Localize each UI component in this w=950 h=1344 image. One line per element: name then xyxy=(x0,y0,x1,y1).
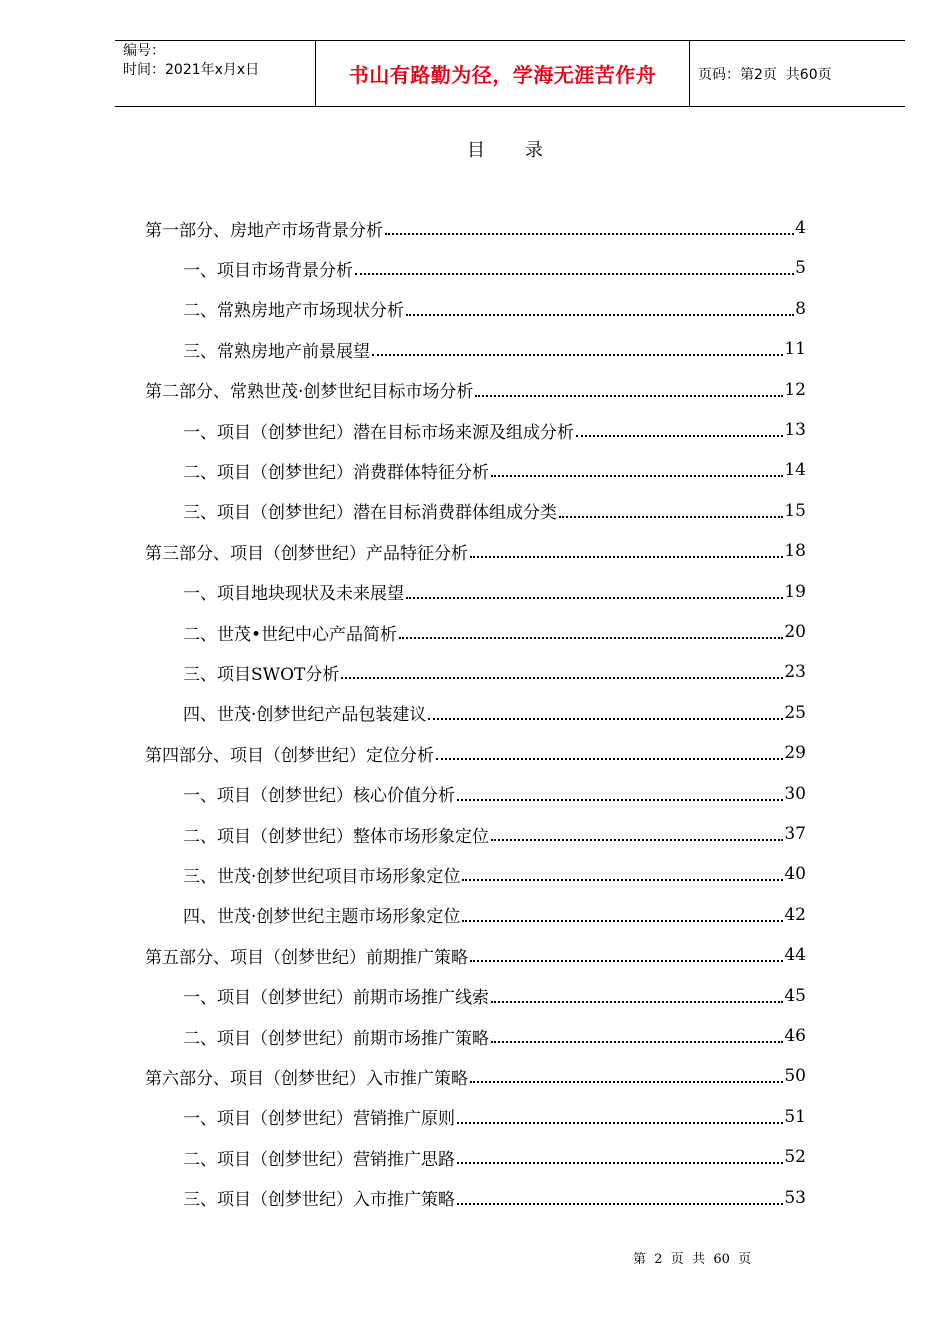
time-label: 时间：2021年x月x日 xyxy=(123,62,260,78)
toc-entry-label: 第五部分、项目（创梦世纪）前期推广策略 xyxy=(145,947,468,968)
toc-title: 目 录 xyxy=(466,140,544,161)
toc-entry-label: 一、项目地块现状及未来展望 xyxy=(183,584,404,605)
toc-dot-leader xyxy=(491,475,783,477)
toc-entry-label: 第三部分、项目（创梦世纪）产品特征分析 xyxy=(145,543,468,564)
toc-entry-label: 三、项目SWOT分析 xyxy=(183,664,340,685)
toc-entry-page: 29 xyxy=(784,743,806,764)
toc-subsection-entry[interactable] xyxy=(183,410,806,450)
toc-dot-leader xyxy=(428,718,783,720)
toc-dot-leader xyxy=(470,556,783,558)
toc-entry-page: 42 xyxy=(784,904,806,925)
toc-subsection-entry[interactable] xyxy=(183,814,806,854)
toc-entry-page: 45 xyxy=(784,985,806,1006)
toc-subsection-entry[interactable] xyxy=(183,329,806,369)
toc-entry-label: 第一部分、房地产市场背景分析 xyxy=(145,220,383,241)
toc-entry-page: 46 xyxy=(784,1026,806,1046)
toc-entry-label: 一、项目（创梦世纪）潜在目标市场来源及组成分析 xyxy=(183,422,574,443)
toc-entry-label: 第六部分、项目（创梦世纪）入市推广策略 xyxy=(145,1068,468,1089)
toc-entry-label: 三、项目（创梦世纪）潜在目标消费群体组成分类 xyxy=(183,503,557,524)
toc-dot-leader xyxy=(470,960,783,962)
toc-section-entry[interactable] xyxy=(145,370,806,410)
toc-dot-leader xyxy=(470,1081,783,1083)
toc-subsection-entry[interactable] xyxy=(183,612,806,652)
toc-subsection-entry[interactable] xyxy=(183,491,806,531)
toc-entry-label: 一、项目（创梦世纪）营销推广原则 xyxy=(183,1109,455,1130)
toc-entry-page: 25 xyxy=(784,702,806,723)
toc-dot-leader xyxy=(406,597,783,599)
toc-entry-label: 一、项目市场背景分析 xyxy=(183,260,353,281)
header-meta xyxy=(115,41,316,106)
toc-entry-label: 四、世茂·创梦世纪产品包装建议 xyxy=(183,705,427,726)
page-header xyxy=(115,40,905,107)
toc-dot-leader xyxy=(399,637,783,639)
toc-subsection-entry[interactable] xyxy=(183,693,806,733)
toc-section-entry[interactable] xyxy=(145,1056,806,1096)
page-footer: 第 2 页 共 60 页 xyxy=(633,1252,752,1267)
toc-section-entry[interactable] xyxy=(145,531,806,571)
toc-entry-label: 二、项目（创梦世纪）整体市场形象定位 xyxy=(183,826,489,847)
toc-subsection-entry[interactable] xyxy=(183,774,806,814)
toc-subsection-entry[interactable] xyxy=(183,854,806,894)
toc-dot-leader xyxy=(457,1203,783,1205)
toc-dot-leader xyxy=(462,920,783,922)
toc-entry-label: 二、世茂•世纪中心产品简析 xyxy=(183,624,398,645)
toc-dot-leader xyxy=(491,1001,783,1003)
toc-entry-page: 5 xyxy=(795,258,806,279)
toc-entry-page: 20 xyxy=(784,622,806,642)
toc-entry-page: 37 xyxy=(784,824,806,844)
toc-subsection-entry[interactable] xyxy=(183,248,806,288)
toc-entry-label: 第二部分、常熟世茂·创梦世纪目标市场分析 xyxy=(145,382,474,403)
toc-entry-label: 第四部分、项目（创梦世纪）定位分析 xyxy=(145,745,434,766)
toc-dot-leader xyxy=(462,879,783,881)
page-info-text: 页码：第2页 共60页 xyxy=(698,66,832,83)
toc-entry-label: 一、项目（创梦世纪）核心价值分析 xyxy=(183,786,455,807)
toc-section-entry[interactable] xyxy=(145,935,806,975)
toc-dot-leader xyxy=(457,1122,783,1124)
toc-dot-leader xyxy=(457,799,783,801)
toc-subsection-entry[interactable] xyxy=(183,450,806,490)
toc-entry-page: 18 xyxy=(784,541,806,562)
toc-dot-leader xyxy=(355,273,794,275)
toc-dot-leader xyxy=(475,395,783,397)
toc-entry-label: 三、世茂·创梦世纪项目市场形象定位 xyxy=(183,866,461,887)
toc-entry-page: 12 xyxy=(784,379,806,400)
toc-entry-page: 51 xyxy=(784,1106,806,1127)
toc-entry-label: 二、项目（创梦世纪）前期市场推广策略 xyxy=(183,1028,489,1049)
toc-subsection-entry[interactable] xyxy=(183,1137,806,1177)
toc-section-entry[interactable] xyxy=(145,733,806,773)
toc-entry-page: 11 xyxy=(784,339,806,360)
toc-entry-page: 19 xyxy=(784,581,806,602)
toc-subsection-entry[interactable] xyxy=(183,1178,806,1218)
toc-dot-leader xyxy=(406,314,794,316)
header-motto: 书山有路勤为径，学海无涯苦作舟 xyxy=(316,41,690,106)
toc-entry-page: 30 xyxy=(784,783,806,804)
toc-entry-page: 40 xyxy=(784,864,806,885)
code-label: 编号： xyxy=(123,43,165,59)
toc-subsection-entry[interactable] xyxy=(183,289,806,329)
toc-entry-label: 二、项目（创梦世纪）消费群体特征分析 xyxy=(183,462,489,483)
toc-entry-label: 二、常熟房地产市场现状分析 xyxy=(183,301,404,322)
toc-dot-leader xyxy=(491,839,783,841)
toc-dot-leader xyxy=(436,758,783,760)
toc-entry-page: 15 xyxy=(784,500,806,521)
toc-entry-label: 三、项目（创梦世纪）入市推广策略 xyxy=(183,1190,455,1211)
toc-dot-leader xyxy=(559,516,783,518)
toc-entry-page: 52 xyxy=(784,1147,806,1168)
toc-entry-label: 三、常熟房地产前景展望 xyxy=(183,341,370,362)
toc-entry-page: 8 xyxy=(795,298,806,319)
toc-dot-leader xyxy=(372,354,783,356)
toc-entry-label: 四、世茂·创梦世纪主题市场形象定位 xyxy=(183,907,461,928)
toc-entry-label: 一、项目（创梦世纪）前期市场推广线索 xyxy=(183,988,489,1009)
toc-dot-leader xyxy=(491,1041,783,1043)
toc-entry-page: 50 xyxy=(784,1066,806,1087)
toc-dot-leader xyxy=(385,233,794,235)
toc-subsection-entry[interactable] xyxy=(183,572,806,612)
toc-entry-page: 13 xyxy=(784,420,806,440)
toc-entry-page: 44 xyxy=(784,945,806,966)
toc-subsection-entry[interactable] xyxy=(183,1097,806,1137)
toc-subsection-entry[interactable] xyxy=(183,976,806,1016)
toc-section-entry[interactable] xyxy=(145,208,806,248)
toc-subsection-entry[interactable] xyxy=(183,895,806,935)
toc-subsection-entry[interactable] xyxy=(183,652,806,692)
toc-entry-label: 二、项目（创梦世纪）营销推广思路 xyxy=(183,1149,455,1170)
toc-entry-page: 14 xyxy=(784,460,806,481)
toc-subsection-entry[interactable] xyxy=(183,1016,806,1056)
toc-dot-leader xyxy=(576,435,783,437)
toc-entry-page: 53 xyxy=(784,1187,806,1208)
toc-dot-leader xyxy=(457,1162,783,1164)
toc-entry-page: 23 xyxy=(784,662,806,683)
toc-entry-page: 4 xyxy=(795,218,806,238)
toc-dot-leader xyxy=(341,677,783,679)
header-page-info xyxy=(690,41,905,106)
